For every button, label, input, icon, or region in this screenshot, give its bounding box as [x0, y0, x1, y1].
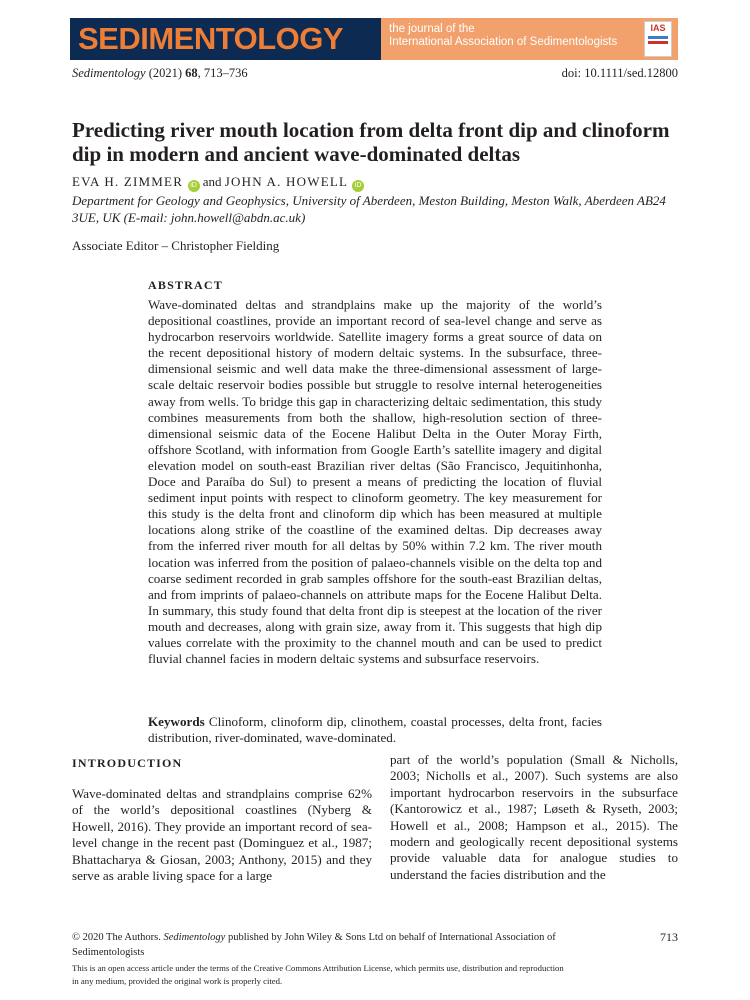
associate-editor: Associate Editor – Christopher Fielding — [72, 238, 280, 253]
article-title: Predicting river mouth location from delta front dip and clinoform dip in modern and ancient wave-dominated deltas — [72, 118, 670, 166]
abstract-heading: ABSTRACT — [148, 278, 223, 292]
citation-journal: Sedimentology — [72, 66, 146, 80]
abstract-text: Wave-dominated deltas and strandplains make up the majority of the world’s depositional coastlines, provide an important record of sea-level change and serve as hydrocarbon reservoirs worldwide. Satellite imagery forms a great source of data on the recent depositional history of modern deltaic systems. In the subsurface, three-dimensional seismic and well data make the three-dimensional assessment of large-scale deltaic reservoir bodies possible but struggle to resolve internal heterogeneities away from wells. To bridge this gap in characterizing deltaic sedimentation, this study combines measurements from both the shallow, high-resolution section of three-dimensional seismic data of the Eocene Halibut Delta in the Outer Moray Firth, offshore Scotland, with information from Google Earth’s satellite imagery and digital elevation model on south-east Brazilian river deltas (São Francisco, Jequitinhonha, Doce and Paraíba do Sul) to present a means of predicting the location of fluvial sediment input points with respect to clinoform geometry. The key measurement for this study is the delta front and clinoform dip which has been measured at multiple locations along strike of the coastline of the examined deltas. Dip decreases away from the inferred river mouth for all deltas by 50% within 7.2 km. The river mouth location was inferred from the position of palaeo-channels visible on the delta top and coarse sediment recorded in grab samples offshore for the south-east Brazilian deltas, and from imprints of palaeo-channels on attribute maps for the Eocene Halibut Delta. In summary, this study found that delta front dip is steepest at the location of the river mouth and decreases, along with grain size, away from it. This suggests that high dip values correlate with the proximity to the channel mouth and can be used to predict fluvial channel facies in modern deltaic systems and subsurface reservoirs. — [148, 297, 602, 667]
authors — [72, 174, 364, 192]
citation-year: (2021) — [148, 66, 183, 80]
author-separator: and — [199, 174, 225, 189]
license-notice: This is an open access article under the terms of the Creative Commons Attribution License, which permits use, distribution and reproduction in any medium, provided the original work is properly cited. — [72, 963, 564, 986]
keywords-list: Clinoform, clinoform dip, clinothem, coastal processes, delta front, facies distribution, river-dominated, wave-dominated. — [148, 714, 602, 746]
copyright-notice — [72, 930, 572, 960]
copyright-text: © 2020 The Authors. — [72, 932, 164, 943]
tagline-line-2: International Association of Sedimentologists — [389, 36, 618, 48]
author-2[interactable]: JOHN A. HOWELL — [224, 174, 348, 189]
orcid-icon[interactable]: iD — [188, 180, 200, 192]
keywords-label: Keywords — [148, 714, 205, 729]
banner-tagline — [381, 18, 678, 60]
ias-logo-icon — [644, 21, 672, 57]
orcid-icon[interactable]: iD — [352, 180, 364, 192]
author-1[interactable]: EVA H. ZIMMER — [72, 174, 184, 189]
affiliation: Department for Geology and Geophysics, University of Aberdeen, Meston Building, Meston Walk, Aberdeen AB24 3UE, UK (E-mail: john.howell@abdn.ac.uk) — [72, 193, 666, 225]
keywords — [148, 714, 602, 746]
copyright-publisher: published by John Wiley & Sons Ltd on behalf of International Association of Sedimentologists — [72, 932, 556, 958]
doi[interactable]: doi: 10.1111/sed.12800 — [561, 66, 678, 80]
introduction-heading: INTRODUCTION — [72, 756, 183, 770]
introduction-column-2: part of the world’s population (Small & Nicholls, 2003; Nicholls et al., 2007). Such systems are also important hydrocarbon reservoirs in the subsurface (Kantorowicz et al., 1987; Løseth & Ryseth, 2003; Howell et al., 2008; Hampson et al., 2015). The modern and geologically recent depositional systems provide valuable data for analogue studies to understand the facies distribution and the — [390, 752, 678, 882]
citation-volume: 68 — [185, 66, 198, 80]
journal-logo — [70, 18, 381, 60]
citation — [72, 66, 248, 81]
page-number: 713 — [660, 930, 678, 944]
journal-banner — [70, 18, 678, 60]
introduction-column-1: Wave-dominated deltas and strandplains comprise 62% of the world’s depositional coastlines (Nyberg & Howell, 2016). They provide an important record of sea-level change in the recent past (Dominguez et al., 1987; Bhattacharya & Giosan, 2003; Anthony, 2015) and they serve as arable living space for a large — [72, 786, 372, 884]
citation-pages: , 713–736 — [197, 66, 248, 80]
ias-logo-text: IAS — [650, 23, 666, 33]
copyright-journal: Sedimentology — [163, 932, 226, 943]
tagline-line-1: the journal of the — [389, 23, 475, 35]
journal-name: SEDIMENTOLOGY — [78, 21, 344, 56]
